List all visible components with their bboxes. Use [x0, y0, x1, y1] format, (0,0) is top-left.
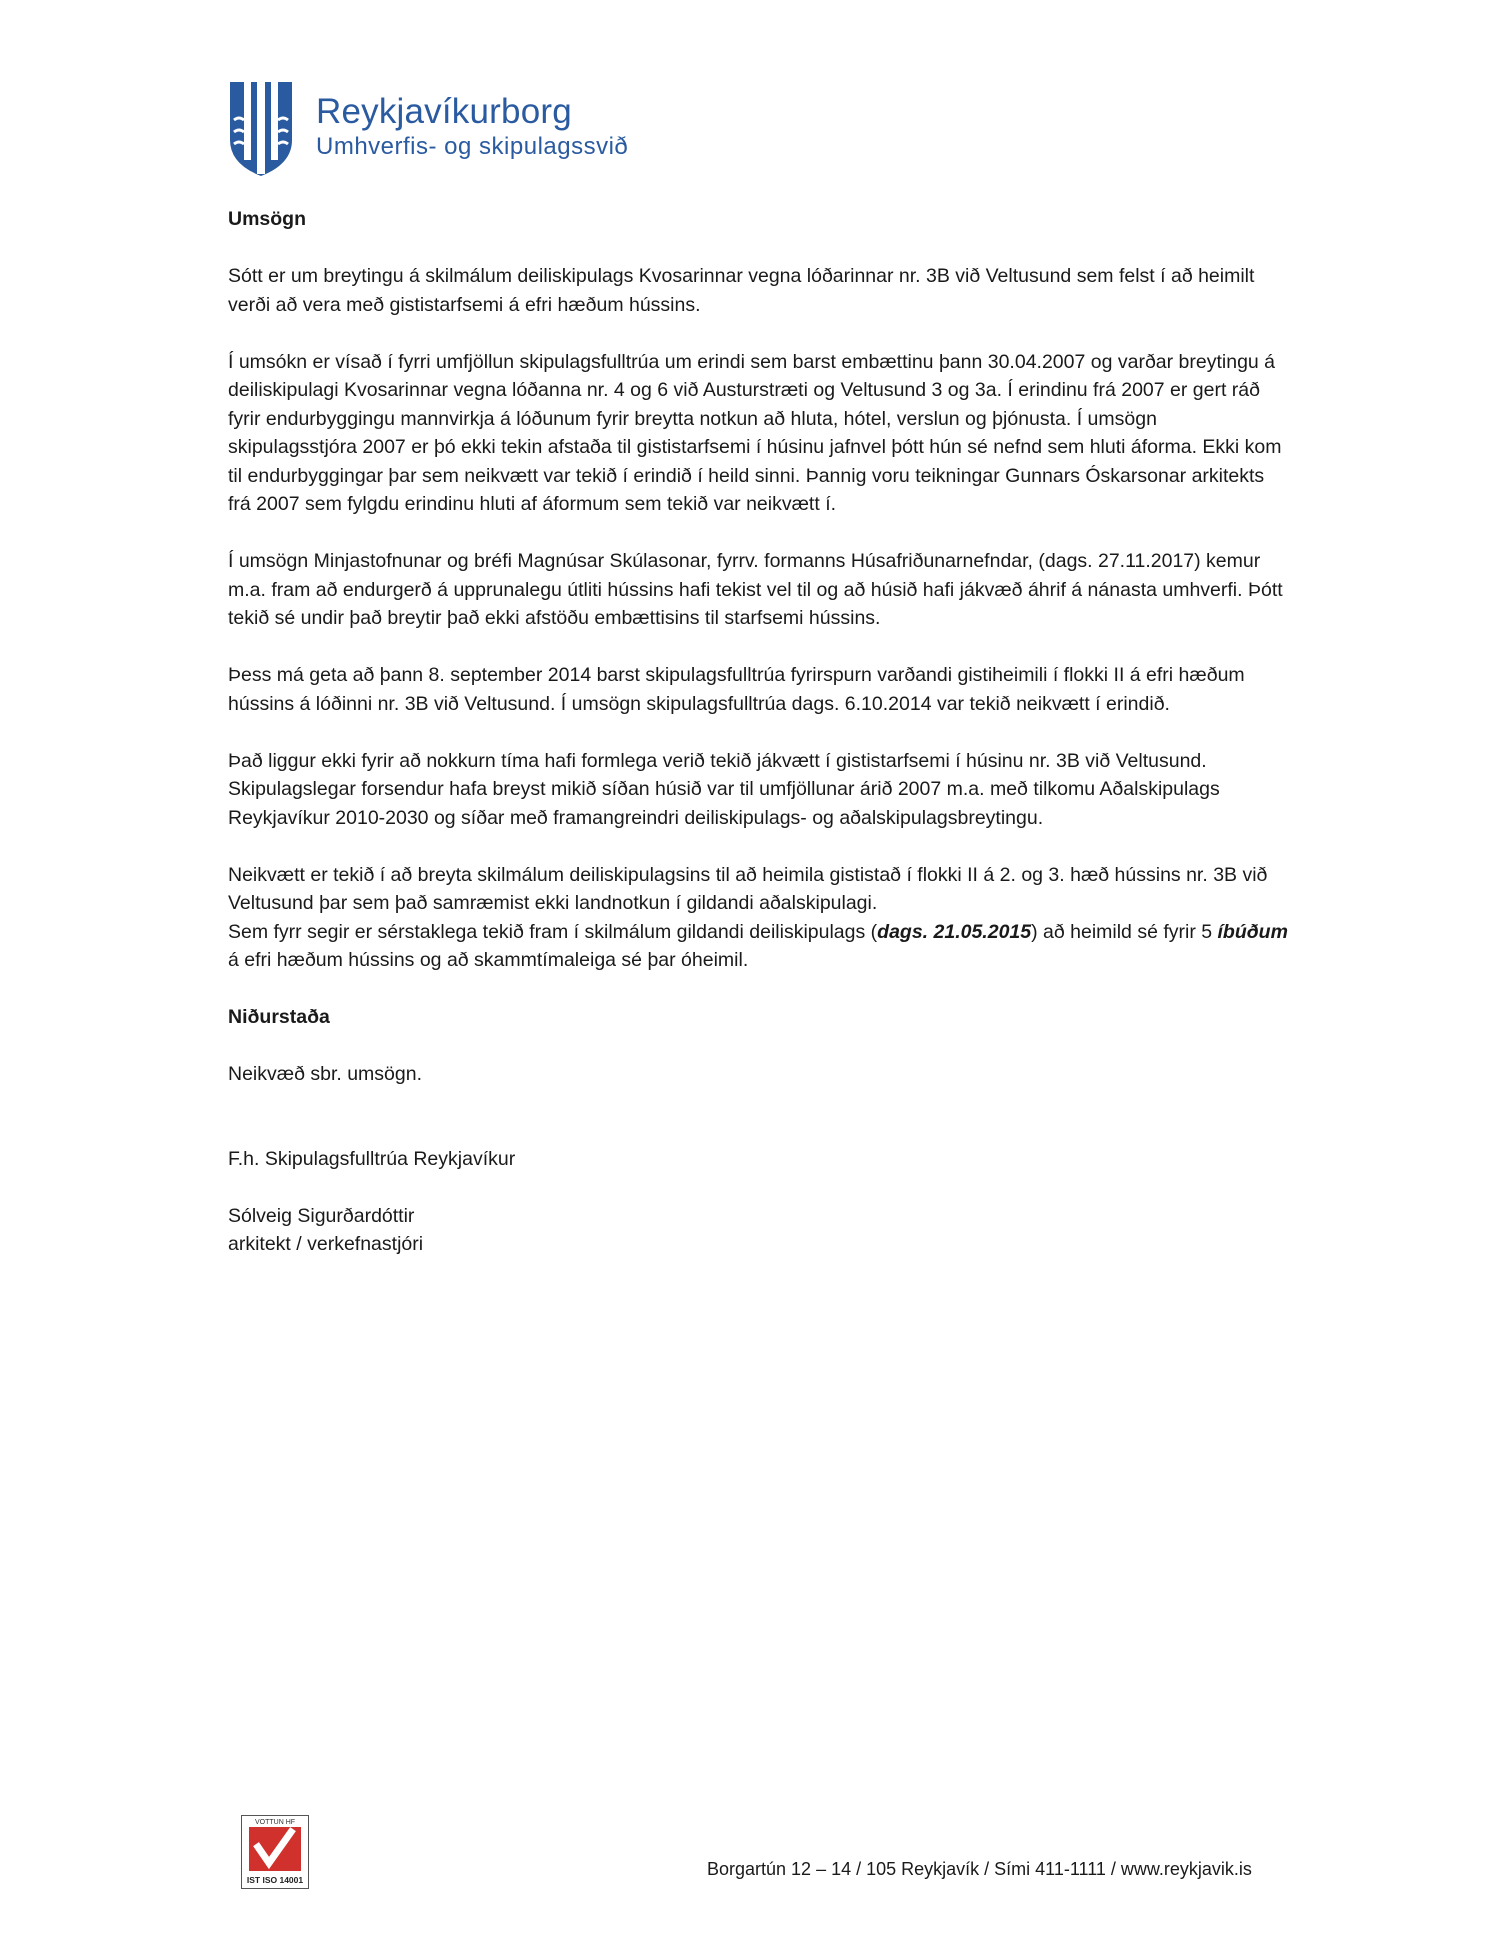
signoff-line: F.h. Skipulagsfulltrúa Reykjavíkur	[228, 1147, 516, 1170]
signature-block	[228, 1202, 1288, 1259]
department-name: Umhverfis- og skipulagssvið	[316, 133, 629, 160]
signer-name: Sólveig Sigurðardóttir	[228, 1204, 415, 1227]
terms-text-end: á efri hæðum hússins og að skammtímaleiga sé þar óheimil.	[228, 949, 749, 971]
terms-text-start: Sem fyrr segir er sérstaklega tekið fram í skilmálum gildandi deiliskipulags (	[228, 920, 878, 943]
paragraph-history: Í umsókn er vísað í fyrri umfjöllun skipulagsfulltrúa um erindi sem barst embættinu þann 30.04.2007 og varðar breytingu á deiliskipulagi Kvosarinnar vegna lóðanna nr. 4 og 6 við Austurstræti og Veltusund 3 og 3a. Í erindinu frá 2007 er gert ráð fyrir endurbyggingu mannvirkja á lóðunum fyrir breytta notkun að hluta, hótel, verslun og þjónusta. Í umsögn skipulagsstjóra 2007 er þó ekki tekin afstaða til gististarfsemi í húsinu jafnvel þótt hún sé nefnd sem hluti áforma. Ekki kom til endurbyggingar þar sem neikvætt var tekið í erindið í heild sinni. Þannig voru teikningar Gunnars Óskarsonar arkitekts frá 2007 sem fylgdu erindinu hluti af áformum sem tekið var neikvætt í.	[228, 350, 1282, 515]
conclusion-sentence: Neikvætt er tekið í að breyta skilmálum deiliskipulagsins til að heimila gististað í flokki II á 2. og 3. hæð hússins nr. 3B við Veltusund þar sem það samræmist ekki landnotkun í gildandi aðalskipulagi.	[228, 863, 1268, 914]
badge-bottom-text: IST ISO 14001	[246, 1875, 304, 1885]
heading-nidurstada: Niðurstaða	[228, 1006, 330, 1028]
paragraph-conclusion	[228, 861, 1288, 975]
terms-apartments-emphasis: íbúðum	[1217, 920, 1288, 943]
footer-address: Borgartún 12 – 14 / 105 Reykjavík / Sími 411-1111 / www.reykjavik.is	[707, 1859, 1252, 1879]
terms-date-emphasis: dags. 21.05.2015	[877, 920, 1032, 943]
org-name: Reykjavíkurborg	[316, 92, 572, 131]
paragraph-planning-changes: Það liggur ekki fyrir að nokkurn tíma hafi formlega verið tekið jákvætt í gististarfsemi í húsinu nr. 3B við Veltusund. Skipulagslegar forsendur hafa breyst mikið síðan húsið var til umfjöllunar árið 2007 m.a. með tilkomu Aðalskipulags Reykjavíkur 2010-2030 og síðar með framangreindri deiliskipulags- og aðalskipulagsbreytingu.	[228, 749, 1220, 829]
result-text: Neikvæð sbr. umsögn.	[228, 1063, 423, 1085]
signer-title: arkitekt / verkefnastjóri	[228, 1233, 424, 1255]
paragraph-inquiry-2014: Þess má geta að þann 8. september 2014 barst skipulagsfulltrúa fyrirspurn varðandi gistiheimili í flokki II á efri hæðum hússins á lóðinni nr. 3B við Veltusund. Í umsögn skipulagsfulltrúa dags. 6.10.2014 var tekið neikvætt í erindið.	[228, 664, 1245, 715]
terms-text-middle: ) að heimild sé fyrir 5	[1031, 920, 1218, 943]
iso-14001-badge-icon	[241, 1815, 309, 1889]
badge-top-text: VOTTUN HF	[254, 1819, 296, 1826]
letter-body	[228, 205, 1288, 1287]
paragraph-application: Sótt er um breytingu á skilmálum deiliskipulags Kvosarinnar vegna lóðarinnar nr. 3B við Veltusund sem felst í að heimilt verði að vera með gististarfsemi á efri hæðum hússins.	[228, 265, 1255, 316]
paragraph-minjastofnun: Í umsögn Minjastofnunar og bréfi Magnúsar Skúlasonar, fyrrv. formanns Húsafriðunarnefndar, (dags. 27.11.2017) kemur m.a. fram að endurgerð á upprunalegu útliti hússins hafi tekist vel til og að húsið hafi jákvæð áhrif á nánasta umhverfi. Þótt tekið sé undir það breytir það ekki afstöðu embættisins til starfsemi hússins.	[228, 550, 1283, 629]
reykjavik-crest-logo	[228, 80, 294, 178]
heading-umsogn: Umsögn	[228, 208, 306, 230]
